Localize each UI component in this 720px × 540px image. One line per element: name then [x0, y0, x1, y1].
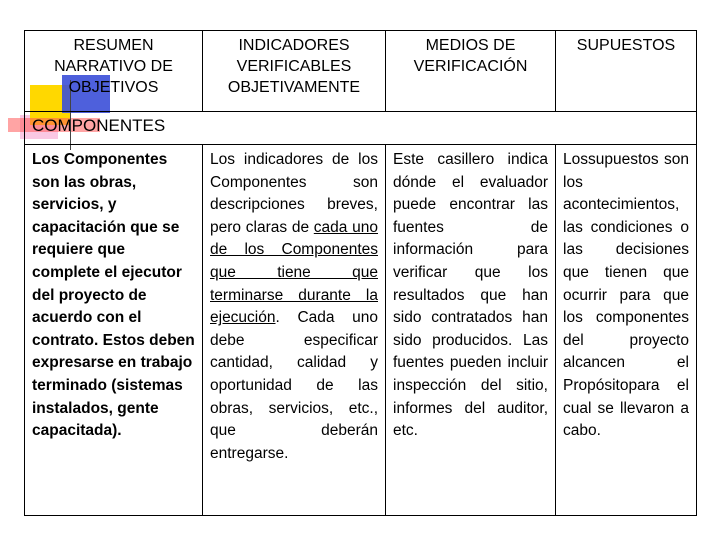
indicadores-text-rest: . Cada uno debe especificar cantidad, calidad y oportunidad de las obras, servicios, etc., que deberán entregarse.: [210, 309, 378, 462]
indicadores-text-underlined: cada uno de los Componentes que tiene que terminarse durante la ejecución: [210, 218, 378, 327]
header-resumen-narrativo: RESUMEN NARRATIVO DE OBJETIVOS: [25, 31, 203, 112]
header-supuestos: SUPUESTOS: [556, 31, 697, 112]
cell-resumen-componentes: Los Componentes son las obras, servicios, y capacitación que se requiere que complete el ejecutor del proyecto de acuerdo con el contrato. Estos deben expresarse en trabajo terminado (sistemas instalados, gente capacitada).: [25, 145, 203, 516]
header-row: [25, 31, 697, 112]
header-indicadores: INDICADORES VERIFICABLES OBJETIVAMENTE: [203, 31, 386, 112]
componentes-row: [25, 145, 697, 516]
cell-supuestos-componentes: Lossupuestos son los acontecimientos, las condiciones o las decisiones que tienen que ocurrir para que los componentes del proyecto alcancen el Propósitopara el cual se llevaron a cabo.: [556, 145, 697, 516]
logical-framework-table: [24, 30, 697, 516]
header-medios-verificacion: MEDIOS DE VERIFICACIÓN: [386, 31, 556, 112]
cell-medios-componentes: Este casillero indica dónde el evaluador puede encontrar las fuentes de información para verificar que los resultados que han sido contratados han sido producidos. Las fuentes pueden incluir inspección del sitio, informes del auditor, etc.: [386, 145, 556, 516]
section-label-componentes: COMPONENTES: [25, 112, 697, 145]
section-row: [25, 112, 697, 145]
indicadores-text-intro: Los indicadores de los Componentes son descripciones breves, pero claras de: [210, 151, 378, 236]
cell-indicadores-componentes: [203, 145, 386, 516]
